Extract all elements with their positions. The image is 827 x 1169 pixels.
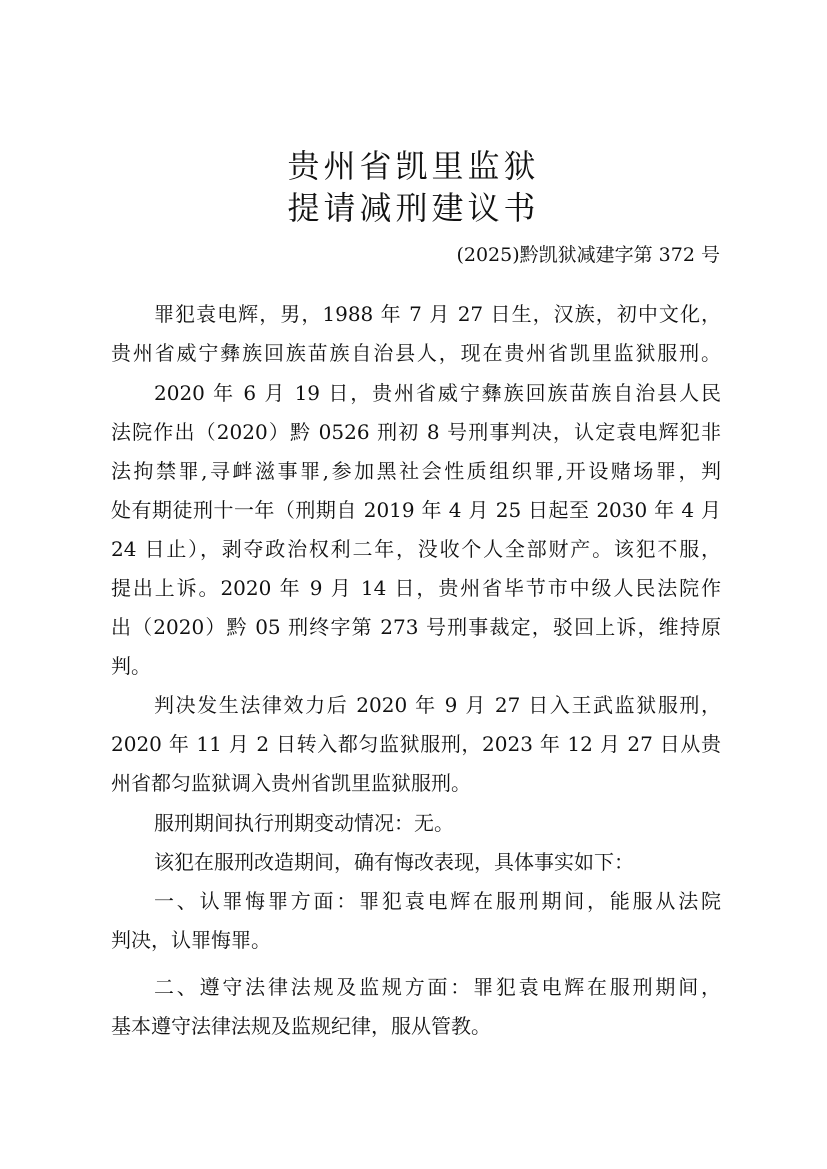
body-line: 2020 年 11 月 2 日转入都匀监狱服刑，2023 年 12 月 27 日从贵 [111,732,721,756]
body-line: 2020 年 6 月 19 日，贵州省威宁彝族回族苗族自治县人民 [154,381,721,405]
body-line: 服刑期间执行刑期变动情况：无。 [154,811,454,835]
body-line: 该犯在服刑改造期间，确有悔改表现，具体事实如下： [154,850,634,874]
document-title-prison: 贵州省凯里监狱 [287,147,540,185]
body-line: 罪犯袁电辉，男，1988 年 7 月 27 日生，汉族，初中文化， [154,302,721,326]
body-line: 处有期徒刑十一年（刑期自 2019 年 4 月 25 日起至 2030 年 4 月 [111,498,721,522]
body-line: 判决发生法律效力后 2020 年 9 月 27 日入王武监狱服刑， [154,693,721,717]
body-line: 基本遵守法律法规及监规纪律，服从管教。 [111,1014,491,1038]
body-line: 判。 [111,654,151,678]
body-line: 二、遵守法律法规及监规方面：罪犯袁电辉在服刑期间， [154,975,721,999]
body-line: 法拘禁罪,寻衅滋事罪,参加黑社会性质组织罪,开设赌场罪，判 [111,459,721,483]
body-line: 州省都匀监狱调入贵州省凯里监狱服刑。 [111,771,471,795]
body-line: 判决，认罪悔罪。 [111,928,271,952]
body-line: 提出上诉。2020 年 9 月 14 日，贵州省毕节市中级人民法院作 [111,576,721,600]
body-line: 一、认罪悔罪方面：罪犯袁电辉在服刑期间，能服从法院 [154,889,721,913]
body-line: 贵州省威宁彝族回族苗族自治县人，现在贵州省凯里监狱服刑。 [111,341,721,365]
document-title-type: 提请减刑建议书 [287,189,540,227]
body-line: 出（2020）黔 05 刑终字第 273 号刑事裁定，驳回上诉，维持原 [111,615,721,639]
body-line: 法院作出（2020）黔 0526 刑初 8 号刑事判决，认定袁电辉犯非 [111,420,721,444]
body-line: 24 日止），剥夺政治权利二年，没收个人全部财产。该犯不服， [111,537,721,561]
document-number: (2025)黔凯狱减建字第 372 号 [456,244,720,266]
